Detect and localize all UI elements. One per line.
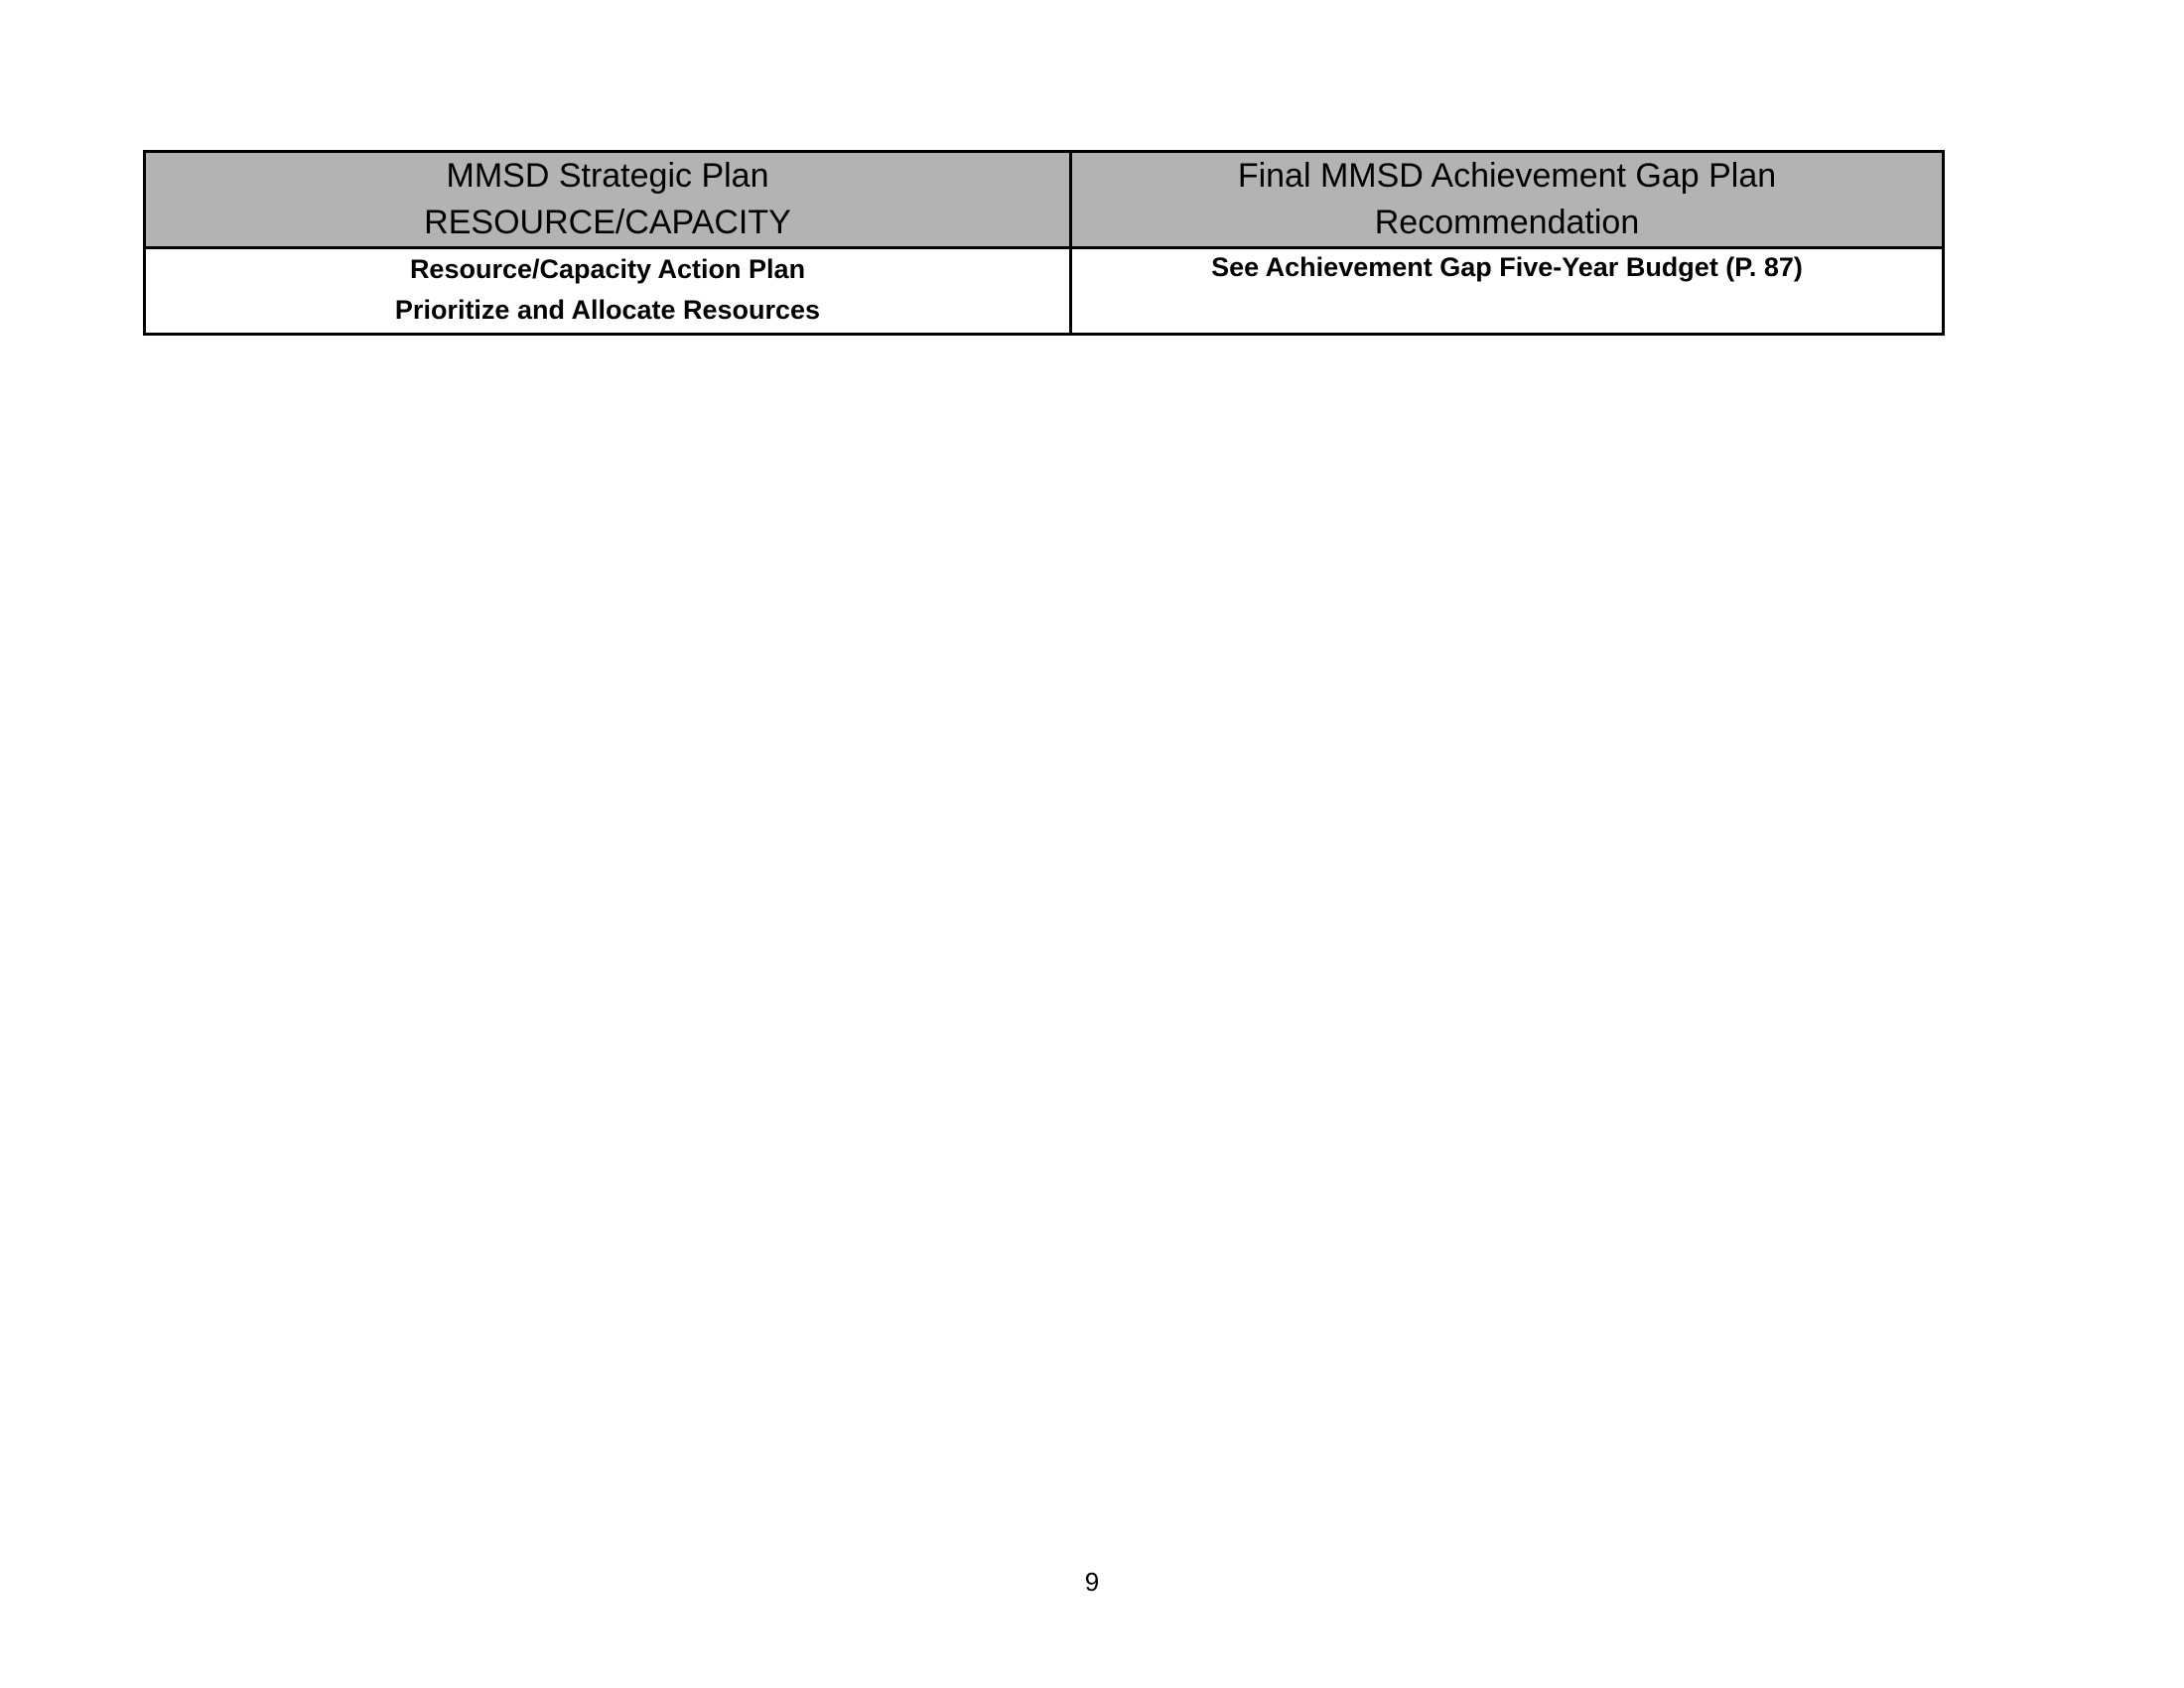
table-header-row [145,152,1944,248]
row-recommendation-cell [1071,248,1944,335]
header-strategic-plan [145,152,1071,248]
header-right-line2: Recommendation [1374,204,1640,241]
row-right-line1: See Achievement Gap Five-Year Budget (P. 87) [1211,252,1803,282]
header-left-line1: MMSD Strategic Plan [446,157,769,195]
table-row [145,248,1944,335]
row-strategic-plan-cell [145,248,1071,335]
header-achievement-gap-plan [1071,152,1944,248]
row-left-line1: Resource/Capacity Action Plan [409,254,806,284]
strategic-plan-table [143,150,1945,336]
header-right-line1: Final MMSD Achievement Gap Plan [1237,157,1777,195]
page-number: 9 [1084,1567,1100,1597]
row-left-line2: Prioritize and Allocate Resources [394,295,821,325]
header-left-line2: RESOURCE/CAPACITY [424,204,791,241]
